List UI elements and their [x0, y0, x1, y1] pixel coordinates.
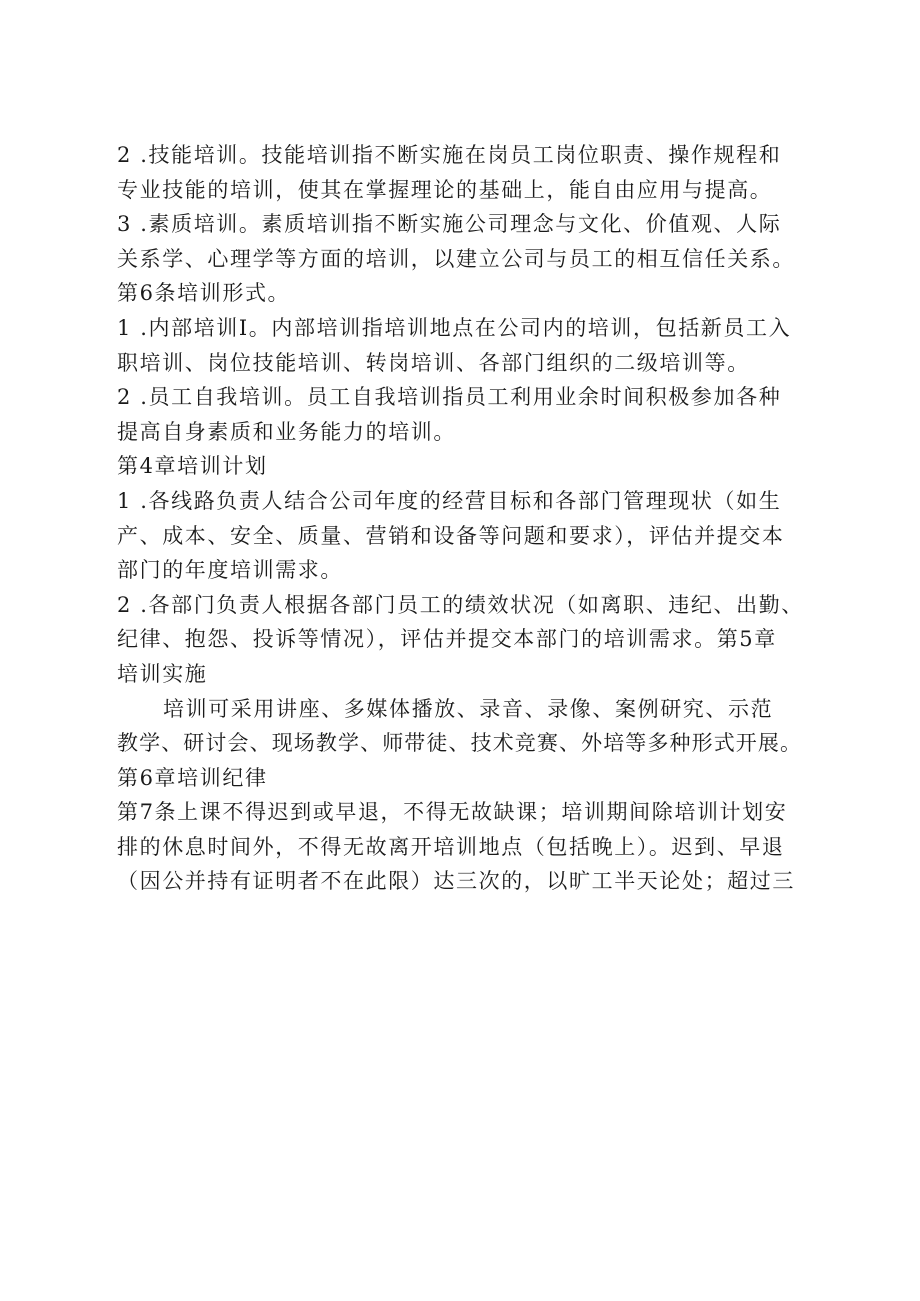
text-line: 2 .技能培训。技能培训指不断实施在岗员工岗位职责、操作规程和: [117, 143, 782, 167]
text-line: 2 .员工自我培训。员工自我培训指员工利用业余时间积极参加各种: [117, 385, 782, 410]
text-line: 第6章培训纪律: [117, 765, 268, 790]
text-line: 第7条上课不得迟到或早退，不得无故缺课；培训期间除培训计划安: [117, 800, 788, 825]
text-line: 1 .各线路负责人结合公司年度的经营目标和各部门管理现状（如生: [117, 488, 782, 513]
text-line: 3 .素质培训。素质培训指不断实施公司理念与文化、价值观、人际: [117, 212, 782, 237]
text-line: 提高自身素质和业务能力的培训。: [117, 419, 456, 444]
text-line: （因公并持有证明者不在此限）达三次的，以旷工半天论处；超过三: [117, 869, 795, 894]
text-line: 产、成本、安全、质量、营销和设备等问题和要求），评估并提交本: [117, 523, 785, 548]
text-line: 排的休息时间外，不得无故离开培训地点（包括晚上）。迟到、早退: [117, 834, 785, 859]
text-line: 专业技能的培训，使其在掌握理论的基础上，能自由应用与提高。: [117, 177, 773, 202]
text-line: 培训实施: [117, 661, 208, 686]
text-line: 第4章培训计划: [117, 454, 268, 479]
text-line: 部门的年度培训需求。: [117, 558, 343, 583]
text-line: 1 .内部培训I。内部培训指培训地点在公司内的培训，包括新员工入: [117, 315, 792, 340]
text-line: 2 .各部门负责人根据各部门员工的绩效状况（如离职、违纪、出勤、: [117, 592, 804, 617]
text-line: 培训可采用讲座、多媒体播放、录音、录像、案例研究、示范: [163, 696, 774, 721]
text-line: 教学、研讨会、现场教学、师带徒、技术竞赛、外培等多种形式开展。: [117, 731, 803, 756]
text-line: 纪律、抱怨、投诉等情况），评估并提交本部门的培训需求。第5章: [117, 627, 777, 652]
text-line: 关系学、心理学等方面的培训，以建立公司与员工的相互信任关系。: [117, 246, 795, 271]
document-body: [117, 138, 807, 899]
text-line: 第6条培训形式。: [117, 281, 291, 306]
text-line: 职培训、岗位技能培训、转岗培训、各部门组织的二级培训等。: [117, 350, 750, 375]
